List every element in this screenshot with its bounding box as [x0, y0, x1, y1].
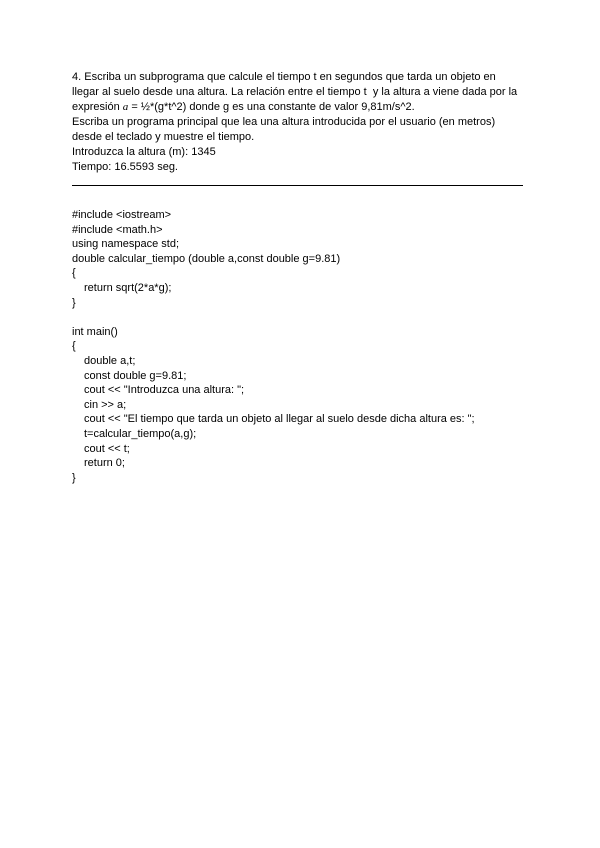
problem-statement-line-4: Escriba un programa principal que lea una altura introducida por el usuario (en metros)	[72, 116, 496, 128]
code-line: t=calcular_tiempo(a,g);	[84, 427, 197, 440]
code-listing	[72, 208, 532, 485]
problem-statement-line-3	[72, 100, 532, 115]
sample-output-line: Tiempo: 16.5593 seg.	[72, 161, 178, 173]
horizontal-divider	[72, 179, 532, 194]
code-line-blank	[72, 310, 532, 325]
code-line: int main()	[72, 325, 118, 338]
sample-input-line: Introduzca la altura (m): 1345	[72, 146, 216, 158]
code-line: }	[72, 471, 76, 484]
code-line: {	[72, 340, 76, 353]
code-line: return sqrt(2*a*g);	[84, 281, 172, 294]
problem-statement-line-1: 4. Escriba un subprograma que calcule el tiempo t en segundos que tarda un objeto en	[72, 71, 496, 83]
code-line: double a,t;	[84, 354, 136, 367]
code-line: return 0;	[84, 457, 125, 470]
code-line: cout << "Introduzca una altura: ";	[84, 384, 245, 397]
code-line: cout << "El tiempo que tarda un objeto al llegar al suelo desde dicha altura es: ";	[84, 413, 475, 426]
code-line: using namespace std;	[72, 238, 180, 251]
code-line: #include <math.h>	[72, 223, 163, 236]
code-line: #include <iostream>	[72, 209, 172, 221]
problem-statement-line-2: llegar al suelo desde una altura. La relación entre el tiempo t y la altura a viene dada por la	[72, 86, 518, 98]
formula-text: = ½*(g*t^2) donde g es una constante de valor 9,81m/s^2.	[128, 101, 415, 113]
document-body	[72, 70, 532, 485]
code-line: {	[72, 267, 76, 280]
code-line: cin >> a;	[84, 398, 127, 411]
code-line: cout << t;	[84, 442, 130, 455]
problem-statement-line-5: desde el teclado y muestre el tiempo.	[72, 131, 255, 143]
code-line: double calcular_tiempo (double a,const double g=9.81)	[72, 252, 341, 265]
code-line: }	[72, 296, 76, 309]
formula-prefix: expresión	[72, 101, 123, 113]
formula-variable: a	[122, 101, 129, 113]
code-line: const double g=9.81;	[84, 369, 187, 382]
